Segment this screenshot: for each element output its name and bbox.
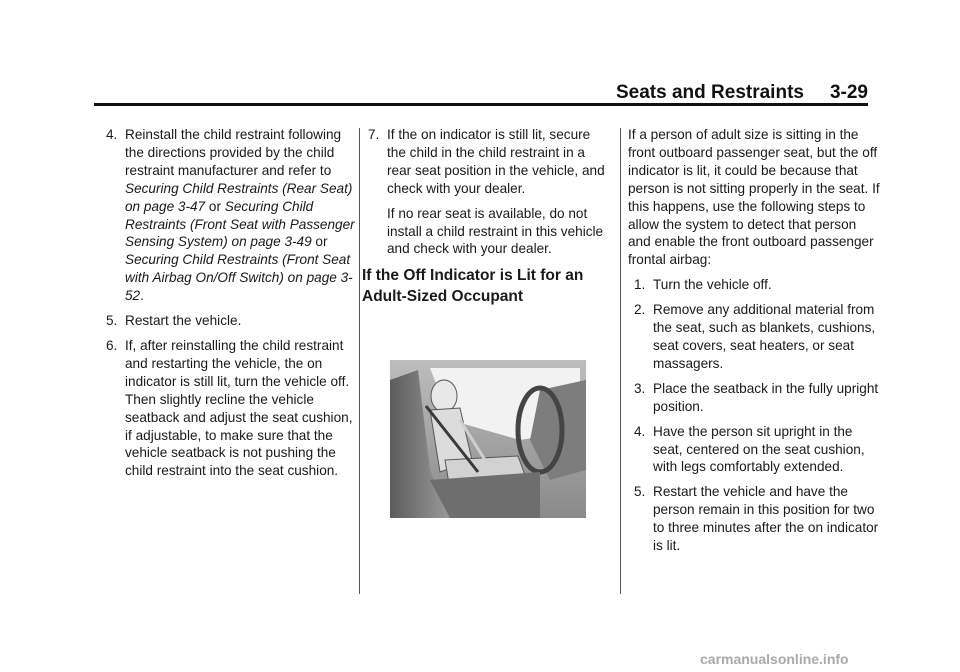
note-paragraph	[362, 205, 612, 259]
list-number: 4.	[634, 423, 646, 439]
note-text: If no rear seat is available, do not install a child restraint in this vehicle and check with your dealer.	[387, 205, 604, 257]
column-3	[628, 126, 880, 562]
list-item	[100, 312, 355, 330]
list-text: Turn the vehicle off.	[653, 277, 772, 293]
list-text: Have the person sit upright in the seat, centered on the seat cushion, with legs comfortably extended.	[653, 423, 865, 475]
intro-paragraph: If a person of adult size is sitting in the front outboard passenger seat, but the off indicator is lit, it could be because that person is not sitting properly in the seat. If this happens, use the following steps to allow the system to detect that person and enable the front outboard passenger frontal airbag:	[628, 127, 880, 268]
column-1	[100, 126, 355, 487]
cross-reference-link[interactable]: Securing Child Restraints (Front Seat with Passenger Sensing System) on page 3-49	[125, 198, 355, 250]
list-text: If the on indicator is still lit, secure the child in the child restraint in a rear seat position in the vehicle, and check with your dealer.	[387, 127, 605, 196]
list-text: Reinstall the child restraint following the directions provided by the child restraint manufacturer and refer to	[125, 127, 342, 178]
list-number: 1.	[634, 277, 646, 293]
list-text: Restart the vehicle.	[125, 313, 242, 329]
punctuation: .	[140, 288, 144, 304]
seat-cushion-shape	[430, 472, 540, 518]
cross-reference-link[interactable]: Securing Child Restraints (Rear Seat) on page 3-47	[125, 180, 353, 214]
section-title: Seats and Restraints	[616, 82, 804, 103]
list-item	[628, 301, 880, 373]
occupant-seat-illustration	[390, 360, 586, 518]
list-text: Remove any additional material from the seat, such as blankets, cushions, seat covers, seat heaters, or seat massagers.	[653, 302, 876, 371]
list-item	[100, 337, 355, 480]
list-item	[628, 483, 880, 555]
list-text: Restart the vehicle and have the person remain in this position for two to three minutes after the on indicator is lit.	[653, 484, 879, 554]
subheading: If the Off Indicator is Lit for an Adult-Sized Occupant	[362, 267, 584, 306]
list-text: If, after reinstalling the child restraint and restarting the vehicle, the on indicator is still lit, turn the vehicle off. Then slightly recline the vehicle seatback and adjust the seat cushion, if adjustable, to make sure that the vehicle seatback is not pushing the child restraint into the seat cushion.	[125, 337, 353, 479]
list-item	[628, 276, 880, 294]
watermark: carmanualsonline.info	[700, 651, 849, 667]
connector-text: or	[205, 198, 225, 214]
column-divider-1	[359, 128, 360, 594]
list-number: 6.	[106, 337, 118, 353]
page-header	[580, 82, 868, 104]
column-divider-2	[620, 128, 621, 594]
connector-text: or	[311, 234, 328, 250]
head-shape	[431, 380, 457, 412]
header-rule	[94, 103, 868, 106]
list-number: 5.	[106, 313, 118, 329]
column-2	[362, 126, 612, 307]
list-number: 7.	[368, 127, 380, 142]
list-item	[100, 126, 355, 305]
list-text: Place the seatback in the fully upright position.	[653, 380, 879, 414]
list-item	[628, 423, 880, 477]
page-number: 3-29	[829, 82, 868, 103]
list-number: 4.	[106, 127, 118, 142]
list-number: 2.	[634, 302, 646, 318]
list-number: 3.	[634, 380, 646, 396]
list-item	[628, 380, 880, 416]
list-item	[362, 126, 612, 198]
cross-reference-link[interactable]: Securing Child Restraints (Front Seat with Airbag On/Off Switch) on page 3-52	[125, 252, 353, 304]
list-number: 5.	[634, 484, 646, 500]
